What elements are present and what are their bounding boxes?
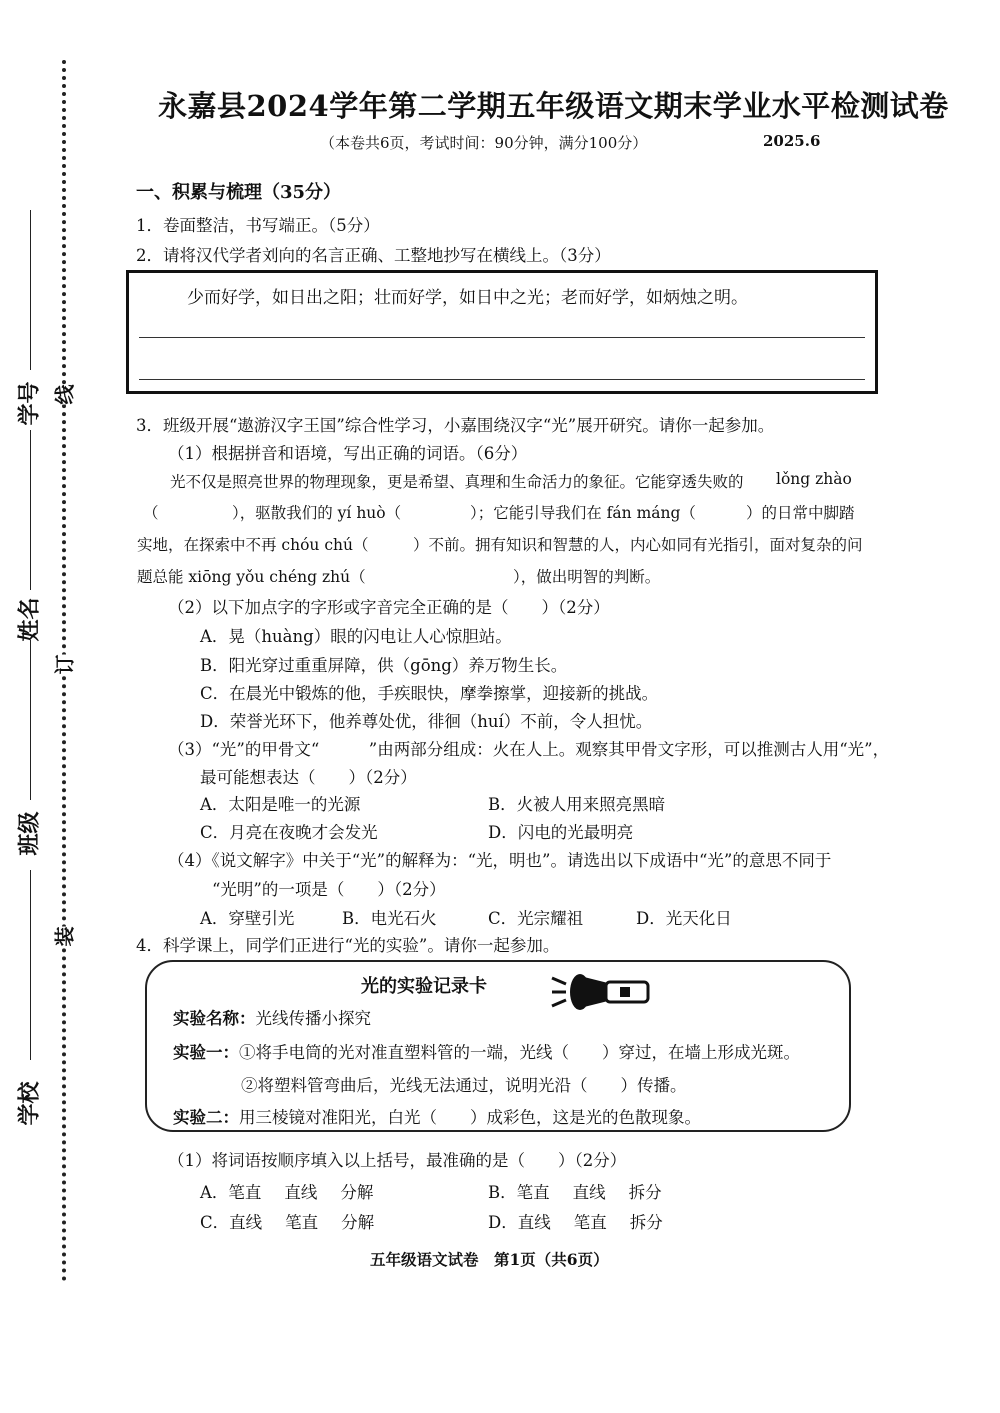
q4-part1-title: （1）将词语按顺序填入以上括号，最准确的是（ ）（2分）: [168, 1151, 627, 1170]
q3-part3-option-c: C．月亮在夜晚才会发光: [200, 823, 378, 842]
q4-option-a: [200, 1179, 373, 1203]
option-word-2: 直线: [284, 1183, 318, 1202]
q3-part1-title: （1）根据拼音和语境，写出正确的词语。（6分）: [168, 444, 528, 463]
q3-part4-option-c: C．光宗耀祖: [488, 909, 584, 928]
q3-part3-option-d: D．闪电的光最明亮: [488, 823, 634, 842]
class-blank: [30, 640, 31, 800]
option-word-3: 拆分: [629, 1213, 663, 1232]
option-word-3: 分解: [341, 1213, 375, 1232]
class-label: 班级: [16, 811, 43, 856]
q3-passage-line4: 题总能 xiōng yǒu chéng zhú（: [137, 568, 366, 586]
option-word-2: 直线: [572, 1183, 606, 1202]
q3-part2-title: （2）以下加点字的字形或字音完全正确的是（ ）（2分）: [168, 598, 610, 617]
option-letter: A．: [200, 1183, 229, 1202]
experiment-record-card: [145, 960, 851, 1132]
option-word-1: 笔直: [516, 1183, 550, 1202]
name-blank: [30, 430, 31, 590]
q3-passage-line1: 光不仅是照亮世界的物理现象，更是希望、真理和生命活力的象征。它能穿透失败的: [170, 473, 744, 491]
experiment-1-row: [173, 1039, 800, 1063]
page-footer: 五年级语文试卷 第1页（共6页）: [370, 1250, 609, 1269]
q3-part3-line1: （3）“光”的甲骨文“ ”由两部分组成：火在人上。观察其甲骨文字形，可以推测古人用“光”，: [168, 740, 890, 759]
question-1: 1．卷面整洁，书写端正。（5分）: [136, 216, 380, 235]
q3-part3-option-a: A．太阳是唯一的光源: [200, 795, 361, 814]
q3-part4-option-a: A．穿壁引光: [200, 909, 295, 928]
binding-char-order: 订: [49, 655, 78, 675]
student-id-blank: [30, 210, 31, 370]
option-letter: C．: [200, 1213, 230, 1232]
option-letter: D．: [488, 1213, 518, 1232]
binding-char-line: 线: [49, 385, 78, 405]
experiment-1-label: 实验一：: [173, 1043, 239, 1062]
q4-option-b: [488, 1179, 662, 1203]
exam-title: 永嘉县2024学年第二学期五年级语文期末学业水平检测试卷: [158, 89, 949, 123]
experiment-2-label: 实验二：: [173, 1108, 239, 1127]
q3-part2-option-b: B．阳光穿过重重屏障，供（gōng）养万物生长。: [200, 656, 568, 675]
copy-box: [126, 270, 878, 394]
q4-option-c: [200, 1209, 374, 1233]
exam-subtitle: （本卷共6页，考试时间：90分钟，满分100分）: [320, 134, 648, 152]
student-id-label: 学号: [16, 381, 43, 426]
option-word-1: 直线: [517, 1213, 551, 1232]
q3-part4-option-b: B．电光石火: [342, 909, 437, 928]
q3-part3-option-b: B．火被人用来照亮黑暗: [488, 795, 666, 814]
school-label: 学校: [16, 1081, 43, 1126]
q3-part2-option-a: A．晃（huàng）眼的闪电让人心惊胆站。: [200, 627, 512, 646]
q4-option-d: [488, 1209, 663, 1233]
quote-text: 少而好学，如日出之阳；壮而好学，如日中之光；老而好学，如炳烛之明。: [187, 288, 748, 308]
option-word-1: 直线: [229, 1213, 263, 1232]
experiment-2-text: 用三棱镜对准阳光，白光（ ）成彩色，这是光的色散现象。: [239, 1108, 701, 1127]
writing-line-2[interactable]: [139, 379, 865, 380]
option-word-3: 拆分: [628, 1183, 662, 1202]
experiment-name-label: 实验名称：: [173, 1009, 256, 1028]
exam-date: 2025.6: [763, 132, 821, 150]
section-heading: 一、积累与梳理（35分）: [136, 182, 342, 203]
option-word-3: 分解: [340, 1183, 374, 1202]
q3-passage-line3: 实地，在探索中不再 chóu chú（: [137, 536, 369, 554]
experiment-name-row: [173, 1005, 371, 1029]
experiment-1-step-a: ①将手电筒的光对准直塑料管的一端，光线（ ）穿过，在墙上形成光斑。: [239, 1043, 800, 1062]
q3-part2-option-c: C．在晨光中锻炼的他，手疾眼快，摩拳擦掌，迎接新的挑战。: [200, 684, 659, 703]
q3-passage-line2c: ）；它能引导我们在 fán máng（: [470, 504, 696, 522]
q3-passage-line3b: ）不前。拥有知识和智慧的人，内心如同有光指引，面对复杂的问: [413, 536, 863, 554]
option-word-1: 笔直: [228, 1183, 262, 1202]
binding-char-bind: 装: [49, 927, 78, 947]
question-3-intro: 3．班级开展“遨游汉字王国”综合性学习，小嘉围绕汉字“光”展开研究。请你一起参加。: [136, 416, 775, 435]
flashlight-icon: [550, 968, 654, 1012]
experiment-name: 光线传播小探究: [255, 1009, 371, 1028]
school-blank: [30, 870, 31, 1060]
pinyin-longzhao: lǒng zhào: [776, 470, 852, 488]
experiment-2-row: [173, 1104, 701, 1128]
q3-part4-option-d: D．光天化日: [636, 909, 732, 928]
writing-line-1[interactable]: [139, 337, 865, 338]
experiment-1-step-b: ②将塑料管弯曲后，光线无法通过，说明光沿（ ）传播。: [241, 1076, 687, 1095]
q3-part3-line2: 最可能想表达（ ）（2分）: [200, 768, 417, 787]
q3-passage-line2b: ），驱散我们的 yí huò（: [232, 504, 402, 522]
option-word-2: 笔直: [285, 1213, 319, 1232]
bracket-open-1: （: [143, 504, 159, 522]
question-4-intro: 4．科学课上，同学们正进行“光的实验”。请你一起参加。: [136, 936, 560, 955]
q3-part4-line1: （4）《说文解字》中关于“光”的解释为：“光，明也”。请选出以下成语中“光”的意思不同于: [168, 851, 832, 870]
q3-passage-line4b: ），做出明智的判断。: [513, 568, 661, 586]
name-label: 姓名: [16, 597, 43, 642]
option-letter: B．: [488, 1183, 517, 1202]
q3-passage-line2d: ）的日常中脚踏: [746, 504, 855, 522]
card-title: 光的实验记录卡: [361, 976, 487, 997]
question-2: 2．请将汉代学者刘向的名言正确、工整地抄写在横线上。（3分）: [136, 246, 611, 265]
q3-part2-option-d: D．荣誉光环下，他养尊处优，徘徊（huí）不前，令人担忧。: [200, 712, 653, 731]
q3-part4-line2: “光明”的一项是（ ）（2分）: [212, 880, 446, 899]
option-word-2: 笔直: [573, 1213, 607, 1232]
